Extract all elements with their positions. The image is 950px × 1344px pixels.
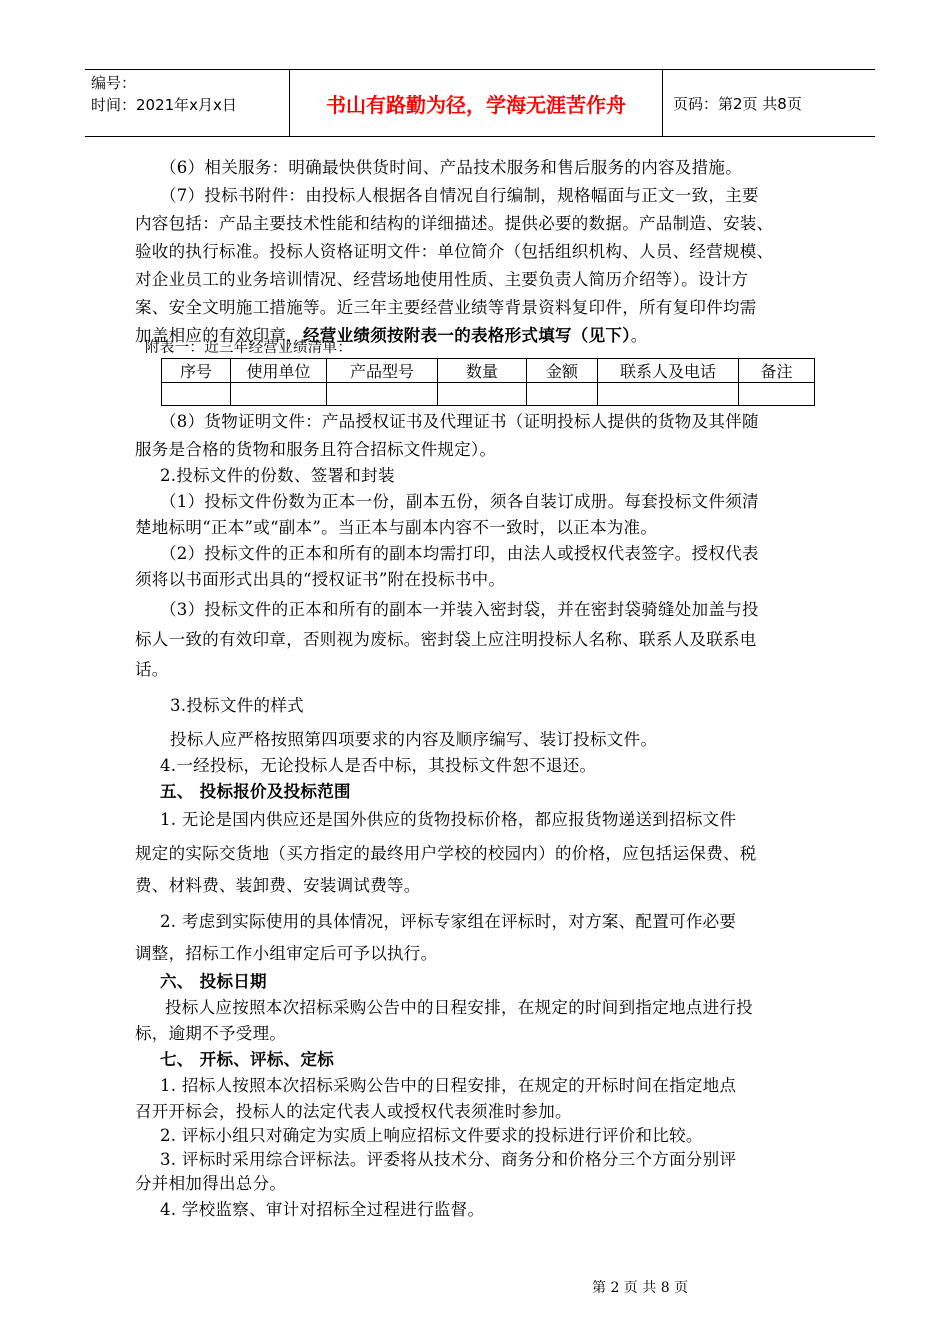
section-2-3-line-3: 话。: [135, 660, 169, 679]
paragraph-7-line-6-bold: 经营业绩须按附表一的表格形式填写（见下）: [303, 326, 631, 345]
header-motto: 书山有路勤为径，学海无涯苦作舟: [289, 70, 663, 136]
table-header-cell: 备注: [739, 359, 815, 383]
section-3-title: 3.投标文件的样式: [170, 696, 304, 715]
section-2-3-line-1: （3）投标文件的正本和所有的副本一并装入密封袋，并在密封袋骑缝处加盖与投: [160, 600, 759, 619]
section-7-heading: 七、 开标、评标、定标: [160, 1050, 335, 1069]
table-header-cell: 产品型号: [327, 359, 438, 383]
table-row: [162, 383, 815, 406]
paragraph-6: （6）相关服务：明确最快供货时间、产品技术服务和售后服务的内容及措施。: [160, 158, 742, 177]
paragraph-7-line-3: 验收的执行标准。投标人资格证明文件：单位简介（包括组织机构、人员、经营规模、: [135, 242, 774, 261]
section-7-2-text: 2. 评标小组只对确定为实质上响应招标文件要求的投标进行评价和比较。: [160, 1126, 703, 1145]
table-cell: [527, 383, 598, 406]
section-2-2-line-1: （2）投标文件的正本和所有的副本均需打印，由法人或授权代表签字。授权代表: [160, 544, 759, 563]
section-5-1-line-3: 费、材料费、装卸费、安装调试费等。: [135, 876, 421, 895]
paragraph-7-line-4: 对企业员工的业务培训情况、经营场地使用性质、主要负责人简历介绍等）。设计方: [135, 270, 749, 289]
header-meta: [85, 70, 289, 136]
table-caption: 附表一：近三年经营业绩清单：: [145, 340, 353, 356]
section-7-1-line-2: 召开开标会，投标人的法定代表人或授权代表须准时参加。: [135, 1102, 572, 1121]
section-7-1-line-1: 1. 招标人按照本次招标采购公告中的日程安排，在规定的开标时间在指定地点: [160, 1076, 737, 1095]
section-3-body: 投标人应严格按照第四项要求的内容及顺序编写、装订投标文件。: [170, 730, 658, 749]
document-time-label: 时间：2021年x月x日: [91, 96, 237, 114]
section-7-3-line-2: 分并相加得出总分。: [135, 1174, 287, 1193]
section-5-heading: 五、 投标报价及投标范围: [160, 782, 351, 801]
table-header-cell: 使用单位: [231, 359, 327, 383]
paragraph-7-line-6-text: 加盖相应的有效印章，: [135, 326, 303, 345]
section-5-1-line-1: 1. 无论是国内供应还是国外供应的货物投标价格，都应报货物递送到招标文件: [160, 810, 737, 829]
section-2-1-line-1: （1）投标文件份数为正本一份，副本五份，须各自装订成册。每套投标文件须清: [160, 492, 759, 511]
section-5-2-line-1: 2. 考虑到实际使用的具体情况，评标专家组在评标时，对方案、配置可作必要: [160, 912, 737, 931]
performance-table: [161, 358, 815, 406]
section-2-1-line-2: 楚地标明“正本”或“副本”。当正本与副本内容不一致时，以正本为准。: [135, 518, 658, 537]
document-number-label: 编号：: [91, 74, 137, 92]
table-cell: [231, 383, 327, 406]
section-4-text: 4.一经投标，无论投标人是否中标，其投标文件恕不退还。: [160, 756, 597, 775]
paragraph-7-line-1: （7）投标书附件：由投标人根据各自情况自行编制，规格幅面与正文一致，主要: [160, 186, 759, 205]
section-2-2-line-2: 须将以书面形式出具的“授权证书”附在投标书中。: [135, 570, 506, 589]
section-6-line-2: 标，逾期不予受理。: [135, 1024, 287, 1043]
table-header-cell: 数量: [438, 359, 527, 383]
paragraph-8-line-2: 服务是合格的货物和服务且符合招标文件规定）。: [135, 440, 497, 459]
section-7-4-text: 4. 学校监察、审计对招标全过程进行监督。: [160, 1200, 485, 1219]
page-header: [85, 69, 875, 137]
table-cell: [162, 383, 231, 406]
page-footer: 第 2 页 共 8 页: [592, 1280, 689, 1296]
table-header-cell: 金额: [527, 359, 598, 383]
paragraph-7-line-6-end: 。: [630, 326, 648, 345]
paragraph-7-line-2: 内容包括：产品主要技术性能和结构的详细描述。提供必要的数据。产品制造、安装、: [135, 214, 774, 233]
section-2-title: 2.投标文件的份数、签署和封装: [160, 466, 395, 485]
header-page-label: 页码：第2页 共8页: [673, 94, 802, 113]
section-7-3-line-1: 3. 评标时采用综合评标法。评委将从技术分、商务分和价格分三个方面分别评: [160, 1150, 737, 1169]
table-cell: [739, 383, 815, 406]
section-5-1-line-2: 规定的实际交货地（买方指定的最终用户学校的校园内）的价格，应包括运保费、税: [135, 844, 757, 863]
table-cell: [438, 383, 527, 406]
table-header-row: [162, 359, 815, 383]
table-cell: [598, 383, 739, 406]
paragraph-7-line-5: 案、安全文明施工措施等。近三年主要经营业绩等背景资料复印件，所有复印件均需: [135, 298, 757, 317]
table-header-cell: 序号: [162, 359, 231, 383]
paragraph-8-line-1: （8）货物证明文件：产品授权证书及代理证书（证明投标人提供的货物及其伴随: [160, 412, 759, 431]
section-6-line-1: 投标人应按照本次招标采购公告中的日程安排，在规定的时间到指定地点进行投: [165, 998, 753, 1017]
section-5-2-line-2: 调整，招标工作小组审定后可予以执行。: [135, 944, 438, 963]
section-2-3-line-2: 标人一致的有效印章，否则视为废标。密封袋上应注明投标人名称、联系人及联系电: [135, 630, 757, 649]
table-cell: [327, 383, 438, 406]
table-header-cell: 联系人及电话: [598, 359, 739, 383]
section-6-heading: 六、 投标日期: [160, 972, 267, 991]
